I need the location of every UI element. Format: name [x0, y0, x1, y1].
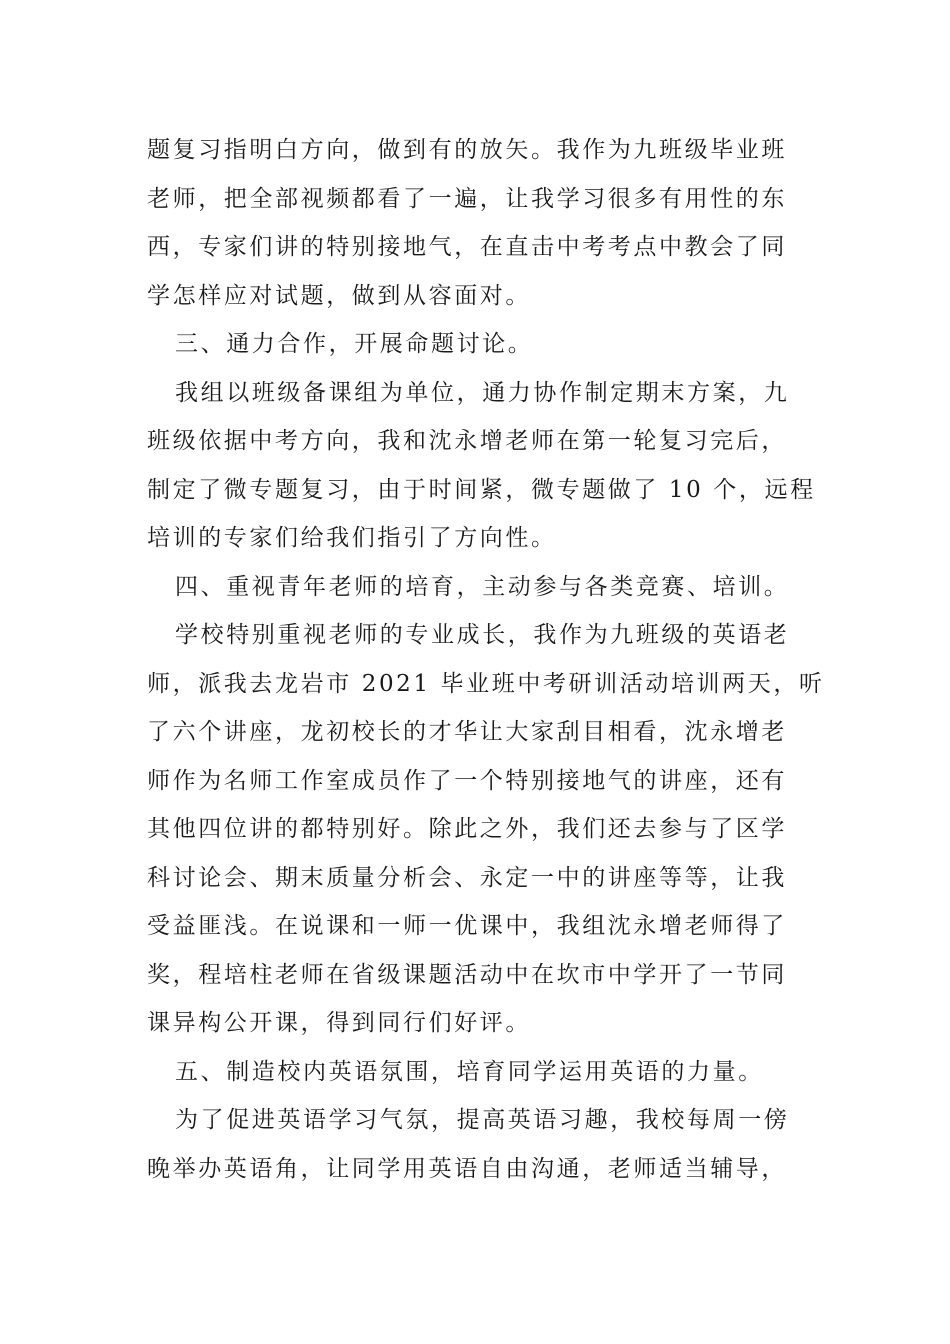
paragraph-line: 我组以班级备课组为单位，通力协作制定期末方案，九 — [175, 379, 790, 406]
paragraph-line: 奖，程培柱老师在省级课题活动中在坎市中学开了一节同 — [147, 961, 787, 988]
paragraph-line: 其他四位讲的都特别好。除此之外，我们还去参与了区学 — [147, 816, 787, 842]
paragraph-line: 为了促进英语学习气氛，提高英语习趣，我校每周一傍 — [175, 1107, 790, 1133]
paragraph-line: 西，专家们讲的特别接地气，在直击中考考点中教会了同 — [147, 234, 787, 260]
paragraph-line: 学怎样应对试题，做到从容面对。 — [147, 282, 531, 309]
paragraph-line: 课异构公开课，得到同行们好评。 — [147, 1010, 531, 1036]
paragraph-line: 受益匪浅。在说课和一师一优课中，我组沈永增老师得了 — [147, 913, 787, 939]
paragraph-line: 了六个讲座，龙初校长的才华让大家刮目相看，沈永增老 — [147, 719, 787, 745]
body-text — [147, 126, 825, 1193]
paragraph-line: 班级依据中考方向，我和沈永增老师在第一轮复习完后， — [147, 428, 787, 454]
paragraph-line: 培训的专家们给我们指引了方向性。 — [147, 525, 557, 551]
paragraph-line: 制定了微专题复习，由于时间紧，微专题做了 10 个，远程 — [147, 476, 816, 503]
paragraph-line: 老师，把全部视频都看了一遍，让我学习很多有用性的东 — [147, 185, 787, 212]
paragraph-line: 师，派我去龙岩市 2021 毕业班中考研训活动培训两天，听 — [147, 670, 825, 697]
section-heading: 三、通力合作，开展命题讨论。 — [175, 331, 534, 357]
paragraph-line: 题复习指明白方向，做到有的放矢。我作为九班级毕业班 — [147, 137, 787, 163]
section-heading: 四、重视青年老师的培育，主动参与各类竞赛、培训。 — [175, 573, 790, 600]
paragraph-line: 学校特别重视老师的专业成长，我作为九班级的英语老 — [175, 622, 790, 648]
paragraph-line: 科讨论会、期末质量分析会、永定一中的讲座等等，让我 — [147, 864, 787, 891]
section-heading: 五、制造校内英语氛围，培育同学运用英语的力量。 — [175, 1058, 764, 1085]
paragraph-line: 师作为名师工作室成员作了一个特别接地气的讲座，还有 — [147, 767, 787, 794]
paragraph-line: 晚举办英语角，让同学用英语自由沟通，老师适当辅导， — [147, 1155, 787, 1182]
